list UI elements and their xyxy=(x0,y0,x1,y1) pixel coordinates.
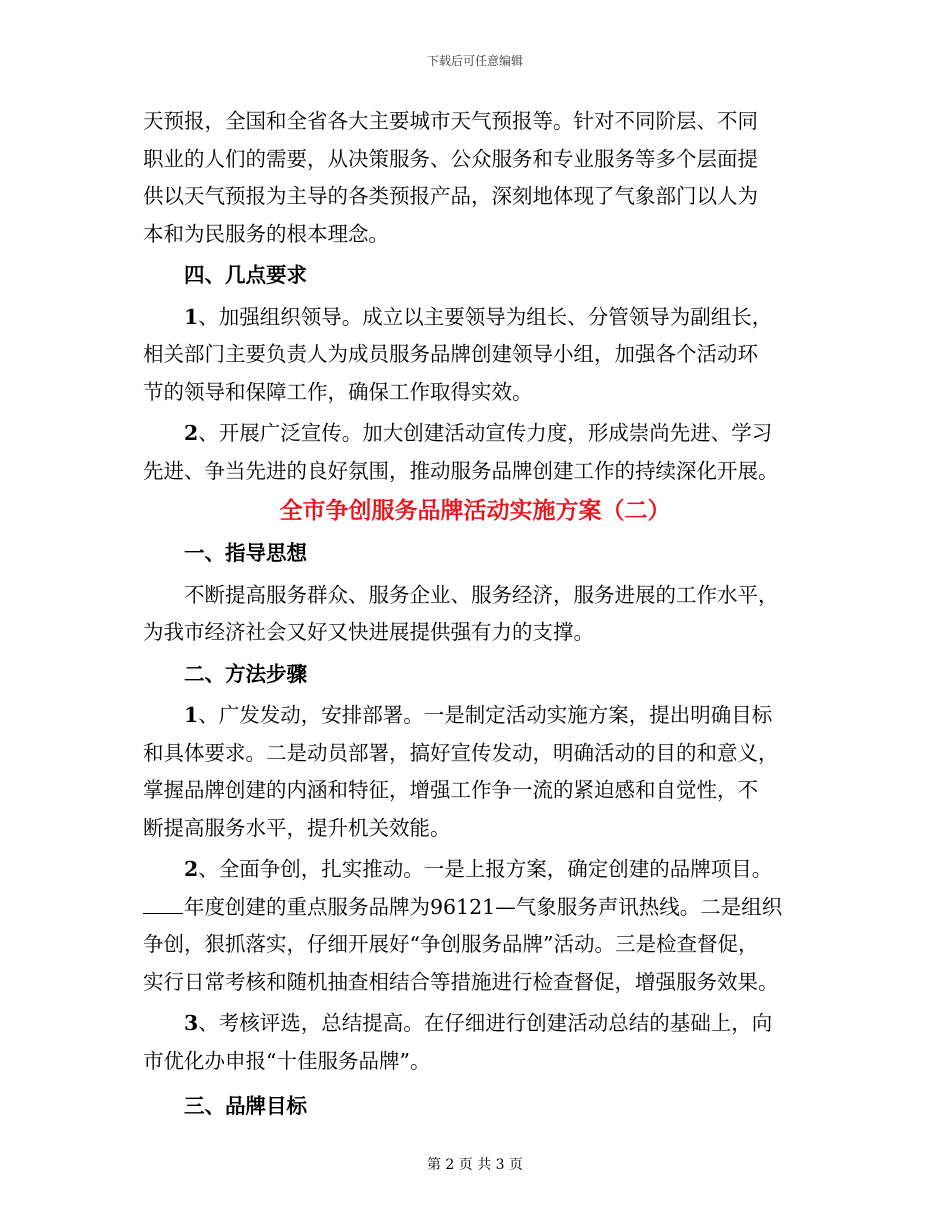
paragraph-forecast-services xyxy=(143,103,807,253)
text-line: 相关部门主要负责人为成员服务品牌创建领导小组，加强各个活动环 xyxy=(143,342,758,366)
item-text: 、考核评选，总结提高。在仔细进行创建活动总结的基础上，向 xyxy=(198,1011,773,1035)
item-text: 、广发发动，安排部署。一是制定活动实施方案，提出明确目标 xyxy=(198,703,773,727)
item-number: 2 xyxy=(184,857,199,881)
text-line: 本和为民服务的根本理念。 xyxy=(143,221,389,246)
section-heading-guiding-ideology: 一、指导思想 xyxy=(184,541,307,565)
paragraph-step-1 xyxy=(143,697,807,847)
text-line: 掌握品牌创建的内涵和特征，增强工作争一流的紧迫感和自觉性，不 xyxy=(143,778,758,802)
item-text: 年度创建的重点服务品牌为96121—气象服务声讯热线。二是组织 xyxy=(184,894,783,919)
text-line: 天预报，全国和全省各大主要城市天气预报等。针对不同阶层、不同 xyxy=(143,109,758,133)
page-header: 下载后可任意编辑 xyxy=(426,54,523,68)
paragraph-guiding-ideology xyxy=(143,577,807,652)
text-line xyxy=(143,415,807,453)
year-blank xyxy=(143,895,183,914)
text-line xyxy=(143,1005,807,1043)
item-number: 1 xyxy=(184,304,199,329)
text-line: 断提高服务水平，提升机关效能。 xyxy=(143,815,451,840)
text-line: 供以天气预报为主导的各类预报产品，深刻地体现了气象部门以人为 xyxy=(143,184,758,208)
paragraph-requirement-2 xyxy=(143,415,807,490)
text-line xyxy=(143,851,807,889)
item-text: 、加强组织领导。成立以主要领导为组长、分管领导为副组长， xyxy=(198,304,773,329)
text-line: 先进、争当先进的良好氛围，推动服务品牌创建工作的持续深化开展。 xyxy=(143,458,779,483)
text-line: 争创，狠抓落实，仔细开展好“争创服务品牌”活动。三是检查督促， xyxy=(143,932,759,956)
item-number: 1 xyxy=(184,703,199,727)
section-heading-steps: 二、方法步骤 xyxy=(184,661,307,686)
text-line xyxy=(143,299,807,337)
text-line: 实行日常考核和随机抽查相结合等措施进行检查督促，增强服务效果。 xyxy=(143,969,779,994)
paragraph-requirement-1 xyxy=(143,299,807,412)
text-line: 市优化办申报“十佳服务品牌”。 xyxy=(143,1048,431,1073)
text-line xyxy=(143,889,807,927)
item-text: 、开展广泛宣传。加大创建活动宣传力度，形成崇尚先进、学习 xyxy=(198,421,773,445)
text-line xyxy=(143,697,807,735)
document-title: 全市争创服务品牌活动实施方案（二） xyxy=(279,497,671,524)
item-number: 3 xyxy=(184,1011,199,1035)
paragraph-step-2 xyxy=(143,851,807,1001)
paragraph-step-3 xyxy=(143,1005,807,1080)
item-text: 、全面争创，扎实推动。一是上报方案，确定创建的品牌项目。 xyxy=(198,857,773,881)
section-heading-brand-goals: 三、品牌目标 xyxy=(184,1094,307,1118)
text-line: 节的领导和保障工作，确保工作取得实效。 xyxy=(143,379,533,404)
text-line: 为我市经济社会又好又快进展提供强有力的支撑。 xyxy=(143,620,594,644)
page-footer: 第 2 页 共 3 页 xyxy=(426,1157,524,1173)
document-body xyxy=(143,103,807,1126)
item-number: 2 xyxy=(184,421,199,445)
text-line: 职业的人们的需要，从决策服务、公众服务和专业服务等多个层面提 xyxy=(143,146,758,171)
text-line: 不断提高服务群众、服务企业、服务经济，服务进展的工作水平， xyxy=(184,582,779,607)
section-heading-requirements: 四、几点要求 xyxy=(184,263,307,287)
text-line: 和具体要求。二是动员部署，搞好宣传发动，明确活动的目的和意义， xyxy=(143,740,779,765)
